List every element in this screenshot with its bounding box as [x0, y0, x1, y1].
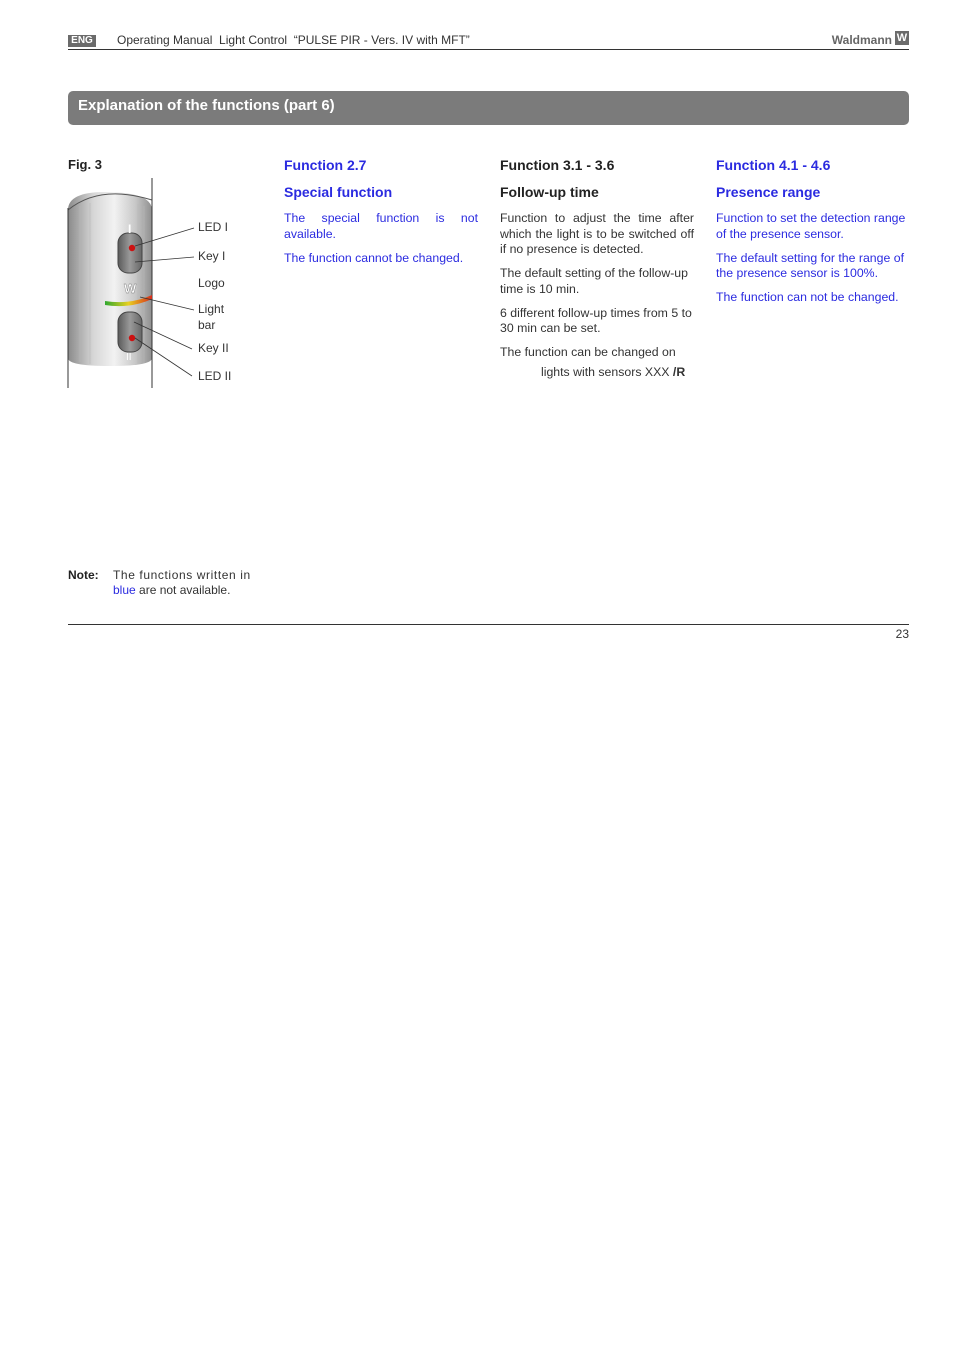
led-two — [129, 335, 135, 341]
column-heading: Function 2.7 — [284, 157, 367, 173]
note-label: Note: — [68, 568, 99, 582]
brand-name: Waldmann — [831, 33, 892, 47]
key-two — [118, 312, 142, 352]
callout-bar: bar — [198, 318, 216, 332]
key-two-mark: II — [126, 352, 132, 363]
logo-mark: W — [124, 281, 137, 296]
brand-logo-icon: W — [896, 32, 908, 44]
column-heading: Function 4.1 - 4.6 — [716, 157, 831, 173]
callout-key-two: Key II — [198, 341, 229, 355]
column-function-3 — [500, 157, 694, 389]
figure-label: Fig. 3 — [68, 157, 102, 172]
paragraph: The default setting of the follow-up time is 10 min. — [500, 266, 688, 296]
key-one-mark: I — [128, 222, 132, 236]
column-function-2-7 — [284, 157, 478, 275]
led-one — [129, 245, 135, 251]
page-number: 23 — [895, 627, 909, 641]
callout-logo: Logo — [198, 276, 225, 290]
callout-led-two: LED II — [198, 369, 232, 383]
note-text: The functions written in — [113, 568, 251, 582]
device-illustration — [60, 170, 200, 395]
column-subheading: Presence range — [716, 184, 821, 200]
callout-light: Light — [198, 302, 225, 316]
language-tag: ENG — [68, 35, 96, 47]
note-text-after: are not available. — [139, 583, 231, 597]
paragraph-sensor-line — [500, 365, 694, 381]
sensor-suffix: /R — [672, 364, 686, 379]
paragraph: The special function is not available. — [284, 211, 478, 241]
paragraph: Function to set the detection range of the presence sensor. — [716, 211, 906, 241]
footer-divider — [68, 624, 909, 625]
sensor-line-text: lights with sensors XXX — [541, 364, 670, 379]
paragraph: The function can be changed on — [500, 345, 676, 359]
paragraph: Function to adjust the time after which the light is to be switched off if no presence is detected. — [500, 211, 694, 256]
document-title: Operating Manual Light Control “PULSE PIR - Vers. IV with MFT” — [117, 33, 470, 47]
paragraph: The default setting for the range of the presence sensor is 100%. — [716, 250, 904, 280]
header-divider — [68, 49, 909, 50]
column-subheading: Special function — [284, 184, 393, 200]
paragraph: 6 different follow-up times from 5 to 30 min can be set. — [500, 305, 692, 335]
callout-key-one: Key I — [198, 249, 226, 263]
section-title: Explanation of the functions (part 6) — [78, 97, 335, 114]
column-subheading: Follow-up time — [500, 184, 599, 200]
column-heading: Function 3.1 - 3.6 — [500, 157, 615, 173]
key-one — [118, 233, 142, 273]
callout-led-one: LED I — [198, 220, 229, 234]
paragraph: The function can not be changed. — [716, 290, 899, 304]
column-function-4 — [716, 157, 910, 314]
note — [68, 568, 251, 598]
paragraph: The function cannot be changed. — [284, 250, 464, 265]
note-highlight: blue — [113, 583, 136, 597]
